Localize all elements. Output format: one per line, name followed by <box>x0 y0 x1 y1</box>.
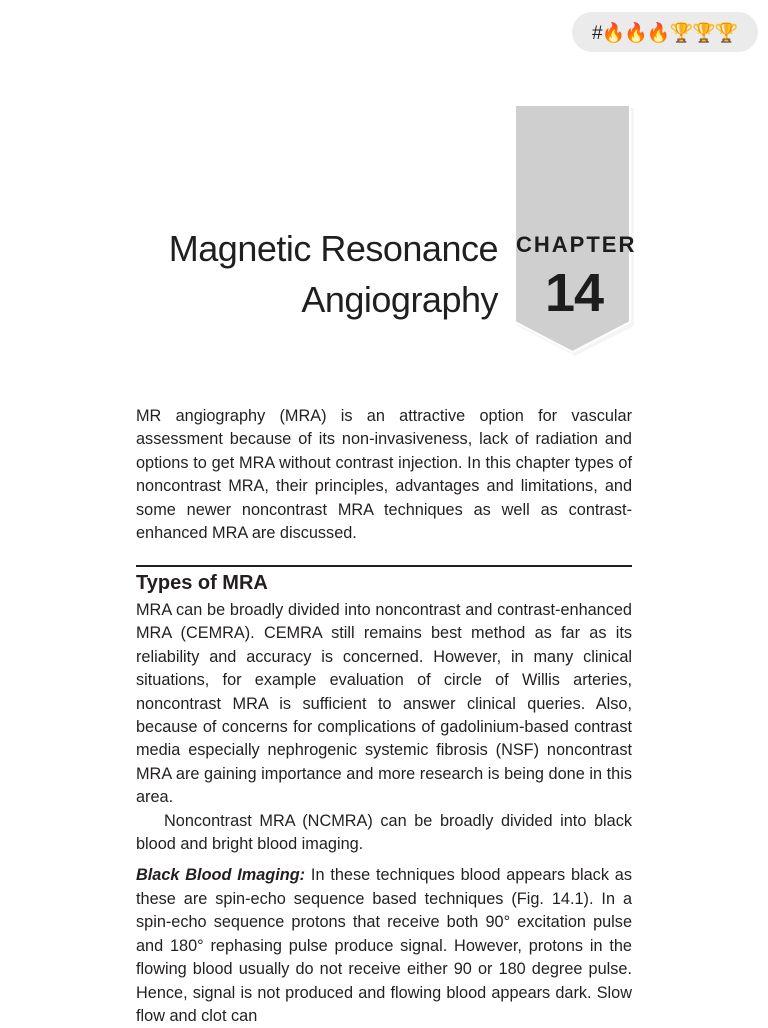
run-in-heading: Black Blood Imaging: <box>136 866 306 885</box>
chapter-title-line-1: Magnetic Resonance <box>168 228 498 269</box>
paragraph: Noncontrast MRA (NCMRA) can be broadly divided into black blood and bright blood imaging. <box>136 811 632 854</box>
section-heading: Types of MRA <box>136 572 268 594</box>
chapter-label: CHAPTER <box>516 232 637 257</box>
chapter-number: 14 <box>544 263 604 323</box>
chapter-title-line-2: Angiography <box>301 279 498 320</box>
paragraph: MRA can be broadly divided into noncontrast and contrast-enhanced MRA (CEMRA). CEMRA still remains best method as far as its reliability and accuracy is concerned. However, in many clinical situations, for example evaluation of circle of Willis arteries, noncontrast MRA is sufficient to answer clinical queries. Also, because of concerns for complications of gadolinium-based contrast media especially nephrogenic systemic fibrosis (NSF) noncontrast MRA are gaining importance and more research is being done in this area. <box>136 601 632 807</box>
paragraph-text: In these techniques blood appears black as these are spin-echo sequence based techniques (Fig. 14.1). In a spin-echo sequence protons that receive both 90° excitation pulse and 180° rephasing pulse produce signal. However, protons in the flowing blood usually do not receive either 90 or 180 degree pulse. Hence, signal is not produced and flowing blood appears dark. Slow flow and clot can <box>136 866 632 1025</box>
badge-text: #🔥🔥🔥🏆🏆🏆 <box>592 23 738 44</box>
paragraph <box>136 864 632 1028</box>
chapter-abstract: MR angiography (MRA) is an attractive option for vascular assessment because of its non-invasiveness, lack of radiation and options to get MRA without contrast injection. In this chapter types of noncontrast MRA, their principles, advantages and limitations, and some newer noncontrast MRA techniques as well as contrast-enhanced MRA are discussed. <box>136 407 632 543</box>
section-divider <box>136 565 632 567</box>
section-body <box>136 599 632 1028</box>
